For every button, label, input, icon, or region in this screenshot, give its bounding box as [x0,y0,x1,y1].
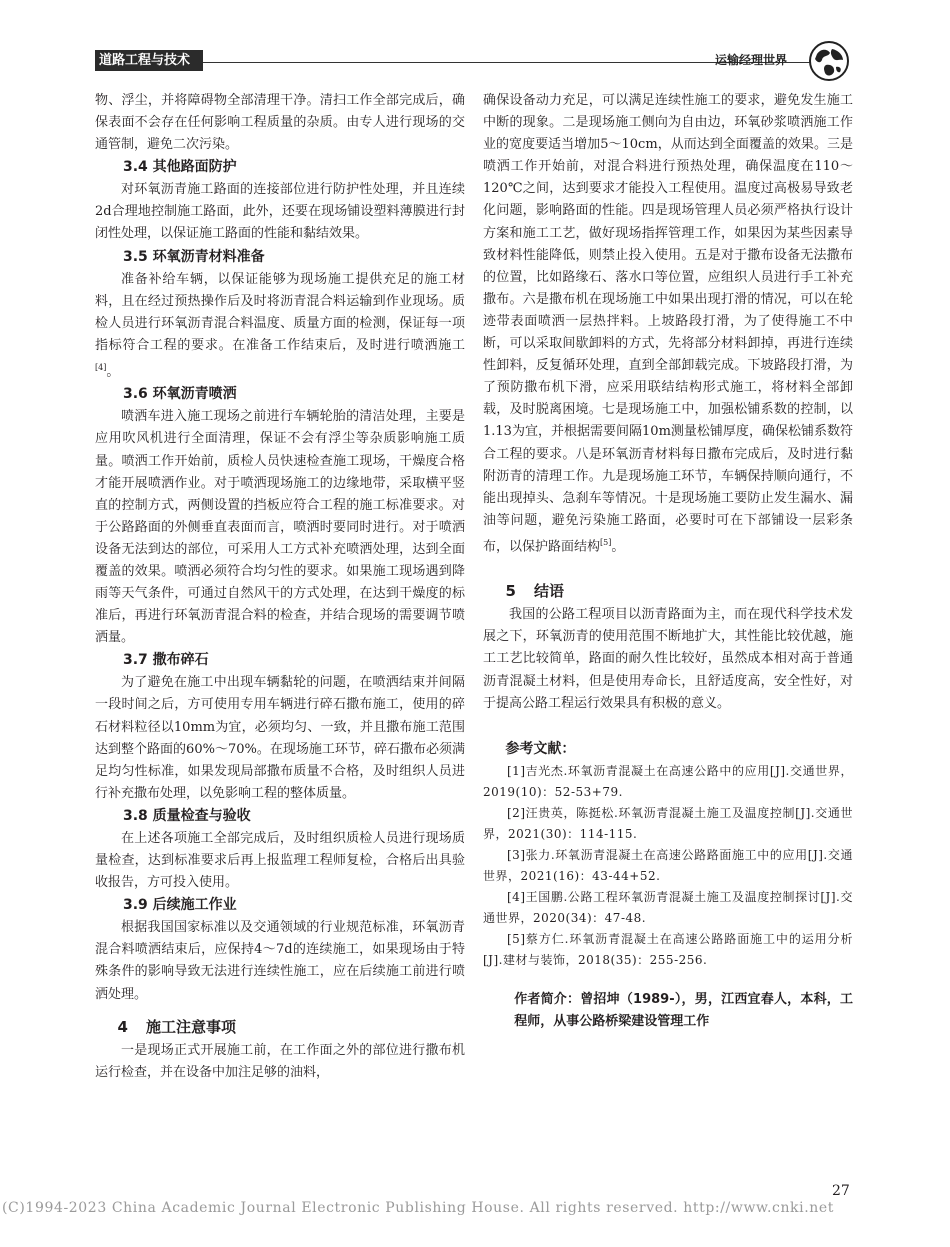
heading-3-7: 3.7 撒布碎石 [123,652,209,669]
heading-4 [95,1014,465,1040]
reference-item: [1]吉光杰.环氧沥青混凝土在高速公路中的应用[J].交通世界，2019(10)：52-53+79. [483,763,853,799]
journal-title: 运输经理世界 [715,53,788,67]
heading-3-5: 3.5 环氧沥青材料准备 [123,248,265,265]
reference-item: [2]汪贵英，陈挺松.环氧沥青混凝土施工及温度控制[J].交通世界，2021(30)：114-115. [483,805,853,841]
right-column [483,90,853,1033]
paragraph-3-6: 喷洒车进入施工现场之前进行车辆轮胎的清洁处理，主要是应用吹风机进行全面清理，保证不会有浮尘等杂质影响施工质量。喷洒工作开始前，质检人员快速检查施工现场，干燥度合格才能开展喷洒作业。对于喷洒现场施工的边缘地带，采取横平竖直的控制方式，两侧设置的挡板应符合工程的施工标准要求。对于公路路面的外侧垂直表面而言，喷洒时要同时进行。对于喷洒设备无法到达的部位，可采用人工方式补充喷洒处理，达到全面覆盖的效果。喷洒必须符合均匀性的要求。如果施工现场遇到降雨等天气条件，可通过自然风干的方式处理，在达到干燥度的标准后，再进行环氧沥青混合料的检查，并结合现场的需要调节喷洒量。 [95,409,465,646]
left-column [95,90,465,1084]
copyright-footer: (C)1994-2023 China Academic Journal Electronic Publishing House. All rights reserved. http://www.cnki.net [2,1200,835,1216]
citation-4: [4] [95,362,107,372]
heading-5 [483,578,853,604]
paragraph-continued-end: 。 [611,539,625,555]
citation-5: [5] [600,537,612,547]
paragraph-3-4: 对环氧沥青施工路面的连接部位进行防护性处理，并且连续2d合理地控制施工路面，此外，还要在现场铺设塑料薄膜进行封闭性处理，以保证施工路面的性能和黏结效果。 [95,182,465,242]
paragraph-intro: 物、浮尘，并将障碍物全部清理干净。清扫工作全部完成后，确保表面不会存在任何影响工程质量的杂质。由专人进行现场的交通管制，避免二次污染。 [95,93,465,153]
references-title: 参考文献： [505,740,576,757]
heading-5-number: 5 [505,582,516,601]
heading-3-8: 3.8 质量检查与验收 [123,807,251,824]
heading-3-9: 3.9 后续施工作业 [123,897,237,914]
globe-logo-icon [808,40,850,82]
paragraph-3-9: 根据我国国家标准以及交通领域的行业规范标准，环氧沥青混合料喷洒结束后，应保持4～7d的连续施工，如果现场由于特殊条件的影响导致无法进行连续性施工，应在后续施工前进行喷洒处理。 [95,920,465,1002]
paragraph-3-5-text: 准备补给车辆，以保证能够为现场施工提供充足的施工材料，且在经过预热操作后及时将沥青混合料运输到作业现场。质检人员进行环氧沥青混合料温度、质量方面的检测，保证每一项指标符合工程的要求。在准备工作结束后，及时进行喷洒施工 [95,271,465,353]
heading-4-title: 施工注意事项 [145,1017,236,1036]
heading-5-title: 结语 [533,582,564,601]
reference-item: [4]王国鹏.公路工程环氧沥青混凝土施工及温度控制探讨[J].交通世界，2020(34)：47-48. [483,889,853,925]
reference-item: [5]蔡方仁.环氧沥青混凝土在高速公路路面施工中的运用分析[J].建材与装饰，2018(35)：255-256. [483,931,853,967]
paragraph-3-8: 在上述各项施工全部完成后，及时组织质检人员进行现场质量检查，达到标准要求后再上报监理工程师复检，合格后出具验收报告，方可投入使用。 [95,830,465,891]
paragraph-3-7: 为了避免在施工中出现车辆黏轮的问题，在喷洒结束并间隔一段时间之后，方可使用专用车辆进行碎石撒布施工，使用的碎石材料粒径以10mm为宜，必须均匀、一致，并且撒布施工范围达到整个路面的60%～70%。在现场施工环节，碎石撒布必须满足均匀性标准，如果发现局部撒布质量不合格，及时组织人员进行补充撒布处理，以免影响工程的整体质量。 [95,675,465,801]
heading-4-number: 4 [117,1017,128,1036]
paragraph-4: 一是现场正式开展施工前，在工作面之外的部位进行撒布机运行检查，并在设备中加注足够的油料， [95,1042,465,1080]
heading-3-4: 3.4 其他路面防护 [123,159,237,176]
author-bio: 作者简介：曾招坤（1989-），男，江西宜春人，本科，工程师，从事公路桥梁建设管理工作 [514,991,853,1029]
section-header-label: 道路工程与技术 [95,50,203,71]
paragraph-3-5 [95,269,465,384]
reference-item: [3]张力.环氧沥青混凝土在高速公路路面施工中的应用[J].交通世界，2021(16)：43-44+52. [483,847,853,883]
paragraph-continued [483,90,853,558]
heading-3-6: 3.6 环氧沥青喷洒 [123,386,237,403]
page-number: 27 [832,1183,850,1199]
paragraph-5: 我国的公路工程项目以沥青路面为主，而在现代科学技术发展之下，环氧沥青的使用范围不断地扩大，其性能比较优越，施工工艺比较简单，路面的耐久性比较好，虽然成本相对高于普通沥青混凝土材料，但是使用寿命长，且舒适度高，安全性好，对于提高公路工程运行效果具有积极的意义。 [483,607,853,711]
paragraph-3-5-end: 。 [106,364,120,380]
paragraph-continued-text: 确保设备动力充足，可以满足连续性施工的要求，避免发生施工中断的现象。二是现场施工侧向为自由边，环氧砂浆喷洒施工作业的宽度要适当增加5～10cm，从而达到全面覆盖的效果。三是喷洒工作开始前，对混合料进行预热处理，确保温度在110～120℃之间，达到要求才能投入工程使用。温度过高极易导致老化问题，影响路面的性能。四是现场管理人员必须严格执行设计方案和施工工艺，做好现场指挥管理工作，如果因为某些因素导致材料性能降低，则禁止投入使用。五是对于撒布设备无法撒布的位置，比如路缘石、落水口等位置，应组织人员进行手工补充撒布。六是撒布机在现场施工中如果出现打滑的情况，可以在轮迹带表面喷洒一层热拌料。上坡路段打滑，为了使得施工不中断，可以采取间歇卸料的方式，先将部分材料卸掉，再进行连续性卸料，反复循环处理，直到全部卸载完成。下坡路段打滑，为了预防撒布机下滑，应采用联结结构形式施工，将材料全部卸载，及时脱离困境。七是现场施工中，加强松铺系数的控制，以1.13为宜，并根据需要间隔10m测量松铺厚度，确保松铺系数符合工程的要求。八是环氧沥青材料每日撒布完成后，及时进行黏附沥青的清理工作。九是现场施工环节，车辆保持顺向通行，不能出现掉头、急刹车等情况。十是现场施工要防止发生漏水、漏油等问题，避免污染施工路面，必要时可在下部铺设一层彩条布，以保护路面结构 [483,93,853,555]
